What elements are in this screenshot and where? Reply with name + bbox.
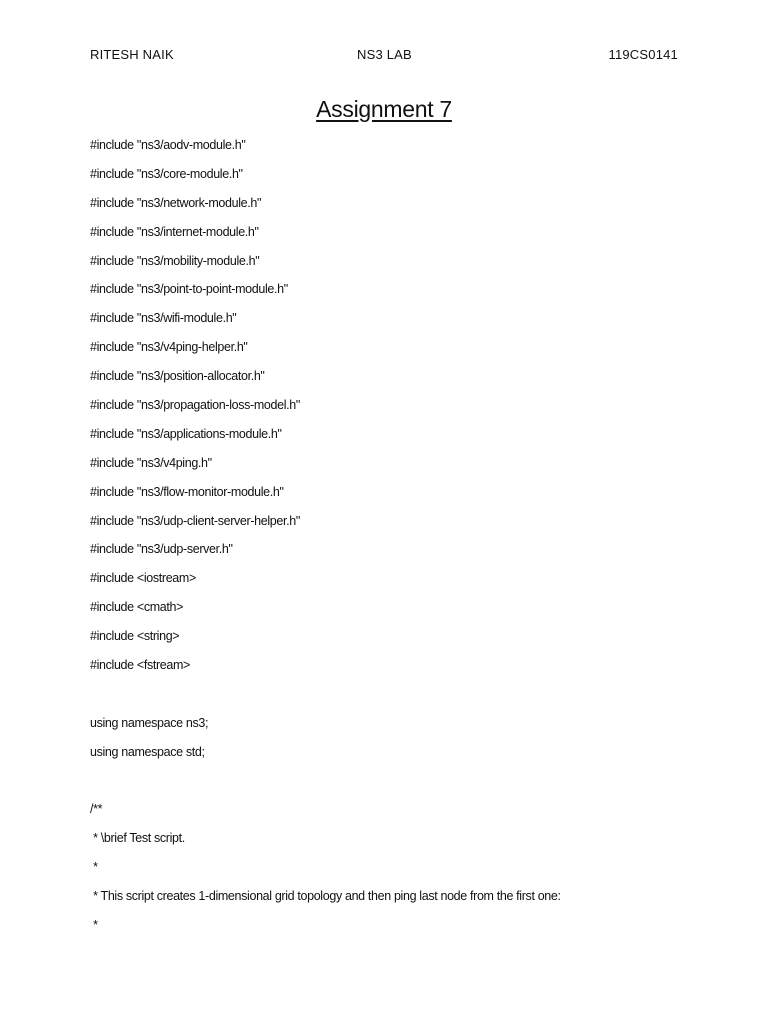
document-title: Assignment 7 bbox=[316, 96, 452, 122]
code-line: #include "ns3/network-module.h" bbox=[90, 195, 262, 210]
code-line: #include <string> bbox=[90, 629, 180, 644]
code-line: #include "ns3/wifi-module.h" bbox=[90, 311, 237, 326]
code-line: #include <fstream> bbox=[90, 658, 191, 673]
code-line: #include "ns3/udp-client-server-helper.h" bbox=[90, 513, 300, 528]
code-line: #include "ns3/core-module.h" bbox=[90, 166, 243, 181]
code-line: #include "ns3/v4ping-helper.h" bbox=[90, 340, 248, 355]
code-line: #include "ns3/position-allocator.h" bbox=[90, 369, 265, 384]
code-listing bbox=[90, 138, 710, 947]
code-line: * \brief Test script. bbox=[90, 831, 185, 846]
code-line bbox=[90, 687, 710, 716]
header-roll-number: 119CS0141 bbox=[608, 47, 678, 62]
code-line: #include <cmath> bbox=[90, 600, 184, 615]
code-line: /** bbox=[90, 802, 103, 817]
code-line: * bbox=[90, 918, 98, 933]
code-line: using namespace std; bbox=[90, 744, 205, 759]
code-line: #include "ns3/mobility-module.h" bbox=[90, 253, 260, 268]
code-line: #include "ns3/internet-module.h" bbox=[90, 224, 259, 239]
header-course: NS3 LAB bbox=[357, 47, 412, 62]
code-line: #include "ns3/applications-module.h" bbox=[90, 426, 282, 441]
code-line: #include "ns3/point-to-point-module.h" bbox=[90, 282, 288, 297]
code-line: * bbox=[90, 860, 98, 875]
code-line: using namespace ns3; bbox=[90, 715, 209, 730]
header-author: RITESH NAIK bbox=[90, 47, 174, 62]
code-line: #include "ns3/v4ping.h" bbox=[90, 455, 212, 470]
code-line: #include <iostream> bbox=[90, 571, 196, 586]
code-line: #include "ns3/udp-server.h" bbox=[90, 542, 233, 557]
code-line bbox=[90, 774, 710, 803]
page-header bbox=[90, 47, 678, 65]
code-line: * This script creates 1-dimensional grid topology and then ping last node from the first one: bbox=[90, 889, 561, 904]
code-line: #include "ns3/flow-monitor-module.h" bbox=[90, 484, 284, 499]
code-line: #include "ns3/aodv-module.h" bbox=[90, 138, 246, 152]
code-line: #include "ns3/propagation-loss-model.h" bbox=[90, 398, 300, 413]
